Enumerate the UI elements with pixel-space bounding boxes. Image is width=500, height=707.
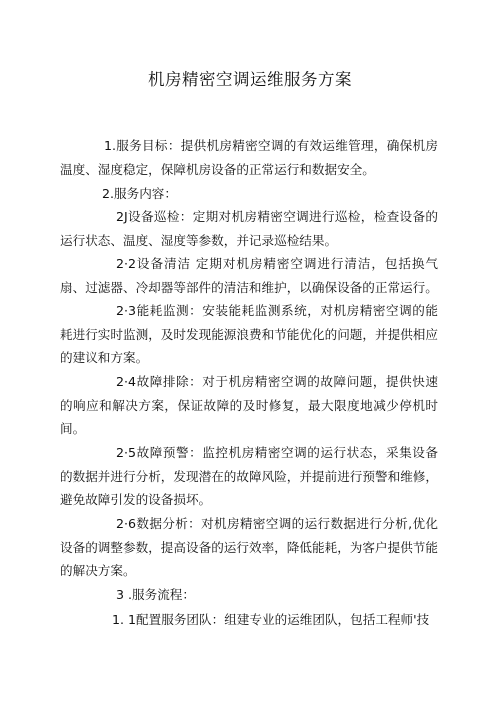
document-title: 机房精密空调运维服务方案 [148, 70, 352, 89]
paragraph-service-process-heading: 3 .服务流程： [116, 587, 195, 602]
paragraph-energy-monitoring: 2·3能耗监测：安装能耗监测系统，对机房精密空调的能耗进行实时监测，及时发现能源浪费和节能优化的问题，并提供相应的建议和方案。 [60, 303, 438, 366]
paragraph-fault-warning: 2·5故障预警：监控机房精密空调的运行状态，采集设备的数据并进行分析，发现潜在的故障风险，并提前进行预警和维修，避免故障引发的设备损坏。 [60, 445, 438, 508]
paragraph-service-content-heading: 2.服务内容： [102, 186, 177, 201]
paragraph-team-configuration: 1. 1配置服务团队：组建专业的运维团队，包括工程师'技 [112, 612, 430, 627]
paragraph-data-analysis: 2·6数据分析：对机房精密空调的运行数据进行分析,优化设备的调整参数，提高设备的运行效率，降低能耗，为客户提供节能的解决方案。 [60, 516, 438, 579]
paragraph-troubleshooting: 2·4故障排除：对于机房精密空调的故障问题，提供快速的响应和解决方案，保证故障的及时修复，最大限度地减少停机时间。 [60, 374, 438, 437]
paragraph-service-goal: 1.服务目标：提供机房精密空调的有效运维管理，确保机房温度、湿度稳定，保障机房设备的正常运行和数据安全。 [60, 138, 438, 177]
paragraph-equipment-inspection: 2J设备巡检：定期对机房精密空调进行巡检，检查设备的运行状态、温度、湿度等参数，并记录巡检结果。 [60, 209, 438, 248]
paragraph-equipment-cleaning: 2·2设备清洁 定期对机房精密空调进行清洁，包括换气扇、过滤器、冷却器等部件的清洁和维护，以确保设备的正常运行。 [60, 256, 438, 295]
